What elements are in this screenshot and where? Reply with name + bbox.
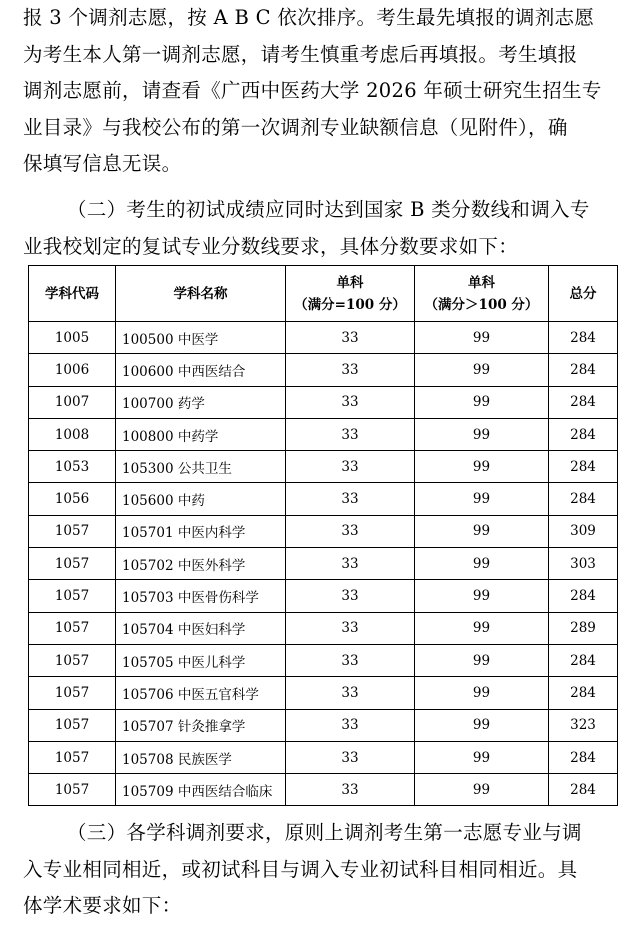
table-row (29, 612, 618, 644)
text-line: 业我校划定的复试专业分数线要求，具体分数要求如下： (23, 234, 519, 258)
cell-single-100: 33 (286, 741, 415, 773)
header-label: 单科 (336, 274, 364, 291)
cell-total: 284 (549, 741, 618, 773)
cell-subject-code: 1007 (29, 386, 116, 418)
cell-total: 284 (549, 418, 618, 450)
cell-single-over-100: 99 (415, 354, 549, 386)
cell-subject-code: 1057 (29, 709, 116, 741)
cell-subject-name: 105703 中医骨伤科学 (116, 580, 286, 612)
table-row (29, 644, 618, 676)
table-row (29, 709, 618, 741)
cell-single-over-100: 99 (415, 322, 549, 354)
table-header-row (29, 266, 618, 322)
table-row (29, 418, 618, 450)
cell-single-over-100: 99 (415, 386, 549, 418)
cell-total: 323 (549, 709, 618, 741)
table-row (29, 741, 618, 773)
cell-single-100: 33 (286, 322, 415, 354)
cell-subject-code: 1057 (29, 644, 116, 676)
cell-total: 284 (549, 354, 618, 386)
cell-subject-code: 1057 (29, 580, 116, 612)
cell-single-100: 33 (286, 580, 415, 612)
cell-single-100: 33 (286, 709, 415, 741)
table-row (29, 677, 618, 709)
cell-subject-name: 100500 中医学 (116, 322, 286, 354)
cell-single-100: 33 (286, 418, 415, 450)
table-row (29, 548, 618, 580)
table-row (29, 774, 618, 806)
header-label: 单科 (468, 274, 495, 291)
cell-subject-name: 105705 中医儿科学 (116, 644, 286, 676)
cell-subject-name: 105702 中医外科学 (116, 548, 286, 580)
text-line: 业目录》与我校公布的第一次调剂专业缺额信息（见附件），确 (23, 115, 568, 139)
cell-single-over-100: 99 (415, 774, 549, 806)
cell-single-over-100: 99 (415, 709, 549, 741)
cell-single-100: 33 (286, 612, 415, 644)
cell-single-over-100: 99 (415, 580, 549, 612)
cell-subject-name: 105709 中西医结合临床 (116, 774, 286, 806)
cell-single-100: 33 (286, 483, 415, 515)
table-body (29, 322, 618, 806)
cell-total: 284 (549, 677, 618, 709)
paragraph-adjustment-order (23, 0, 608, 183)
table-row (29, 451, 618, 483)
cell-subject-code: 1057 (29, 612, 116, 644)
table-row (29, 386, 618, 418)
table-row (29, 515, 618, 547)
cell-subject-code: 1057 (29, 515, 116, 547)
cell-subject-name: 105706 中医五官科学 (116, 677, 286, 709)
cell-subject-code: 1057 (29, 677, 116, 709)
cell-subject-name: 105300 公共卫生 (116, 451, 286, 483)
text-line: 体学术要求如下： (23, 894, 182, 917)
score-table (28, 265, 618, 806)
cell-single-over-100: 99 (415, 677, 549, 709)
text-line: 调剂志愿前，请查看《广西中医药大学 2026 年硕士研究生招生专 (23, 79, 602, 102)
cell-single-over-100: 99 (415, 451, 549, 483)
cell-total: 284 (549, 322, 618, 354)
cell-total: 284 (549, 644, 618, 676)
paragraph-subject-requirement (23, 815, 608, 925)
cell-subject-name: 105708 民族医学 (116, 741, 286, 773)
cell-single-over-100: 99 (415, 483, 549, 515)
paragraph-score-requirement (23, 192, 608, 265)
text-line: （二）考生的初试成绩应同时达到国家 B 类分数线和调入专 (67, 198, 590, 221)
cell-subject-code: 1053 (29, 451, 116, 483)
cell-subject-code: 1005 (29, 322, 116, 354)
cell-single-over-100: 99 (415, 515, 549, 547)
text-line: （三）各学科调剂要求，原则上调剂考生第一志愿专业与调 (67, 821, 582, 844)
text-line: 入专业相同相近，或初试科目与调入专业初试科目相同相近。具 (23, 857, 578, 881)
cell-single-100: 33 (286, 774, 415, 806)
cell-subject-name: 100600 中西医结合 (116, 354, 286, 386)
header-sublabel: （满分=100 分） (294, 296, 406, 313)
header-subject-name: 学科名称 (116, 266, 286, 322)
cell-single-100: 33 (286, 515, 415, 547)
cell-single-over-100: 99 (415, 741, 549, 773)
table-row (29, 483, 618, 515)
cell-subject-code: 1057 (29, 548, 116, 580)
cell-single-100: 33 (286, 677, 415, 709)
table-row (29, 580, 618, 612)
text-line: 保填写信息无误。 (23, 152, 182, 175)
cell-subject-name: 105701 中医内科学 (116, 515, 286, 547)
cell-single-over-100: 99 (415, 418, 549, 450)
cell-total: 309 (549, 515, 618, 547)
cell-subject-code: 1057 (29, 741, 116, 773)
cell-total: 284 (549, 580, 618, 612)
text-line: 为考生本人第一调剂志愿，请考生慎重考虑后再填报。考生填报 (23, 42, 578, 66)
cell-total: 289 (549, 612, 618, 644)
cell-total: 303 (549, 548, 618, 580)
cell-single-over-100: 99 (415, 612, 549, 644)
cell-single-100: 33 (286, 644, 415, 676)
cell-subject-code: 1006 (29, 354, 116, 386)
cell-single-100: 33 (286, 354, 415, 386)
cell-subject-name: 105600 中药 (116, 483, 286, 515)
header-total: 总分 (549, 266, 618, 322)
cell-subject-name: 100700 药学 (116, 386, 286, 418)
cell-single-100: 33 (286, 451, 415, 483)
header-subject-code: 学科代码 (29, 266, 116, 322)
cell-single-over-100: 99 (415, 548, 549, 580)
cell-subject-name: 105704 中医妇科学 (116, 612, 286, 644)
table-row (29, 354, 618, 386)
cell-single-100: 33 (286, 386, 415, 418)
header-single-over-100 (415, 266, 549, 322)
cell-single-over-100: 99 (415, 644, 549, 676)
cell-single-100: 33 (286, 548, 415, 580)
cell-subject-name: 105707 针灸推拿学 (116, 709, 286, 741)
cell-subject-code: 1008 (29, 418, 116, 450)
cell-subject-name: 100800 中药学 (116, 418, 286, 450)
cell-total: 284 (549, 483, 618, 515)
text-line: 报 3 个调剂志愿，按 A B C 依次排序。考生最先填报的调剂志愿 (23, 6, 595, 29)
table-row (29, 322, 618, 354)
cell-subject-code: 1056 (29, 483, 116, 515)
cell-total: 284 (549, 451, 618, 483)
cell-total: 284 (549, 774, 618, 806)
header-single-100 (286, 266, 415, 322)
cell-subject-code: 1057 (29, 774, 116, 806)
cell-total: 284 (549, 386, 618, 418)
header-sublabel: （满分＞100 分） (424, 296, 539, 313)
